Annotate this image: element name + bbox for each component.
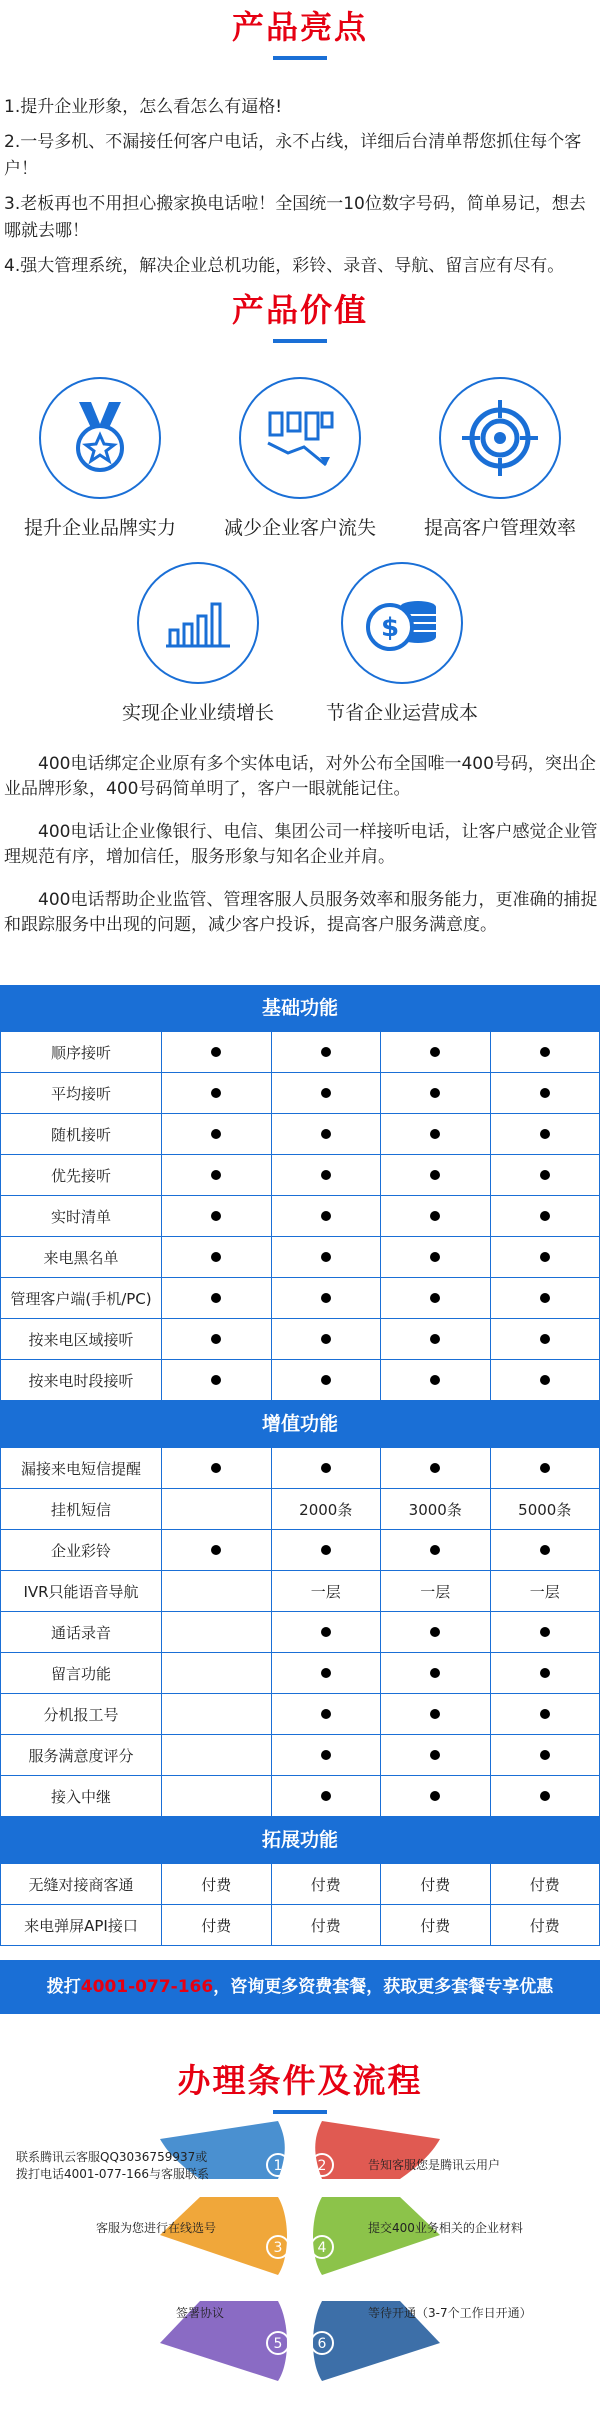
feature-cell: [381, 1155, 491, 1196]
included-dot-icon: [430, 1129, 440, 1139]
feature-cell: [490, 1653, 600, 1694]
included-dot-icon: [321, 1047, 331, 1057]
included-dot-icon: [540, 1627, 550, 1637]
feature-cell: [162, 1278, 272, 1319]
step-number: 5: [273, 2336, 283, 2352]
table-row: [1, 1448, 600, 1489]
feature-cell: 付费: [490, 1864, 600, 1905]
svg-text:$: $: [380, 613, 400, 643]
feature-cell: [381, 1612, 491, 1653]
included-dot-icon: [430, 1334, 440, 1344]
included-dot-icon: [430, 1709, 440, 1719]
step-text-line: 联系腾讯云客服QQ3036759937或: [16, 2150, 208, 2164]
table-row: [1, 1073, 600, 1114]
process-section: [0, 2055, 600, 2431]
included-dot-icon: [430, 1463, 440, 1473]
feature-cell: [381, 1776, 491, 1817]
step-4-text: 提交400业务相关的企业材料: [368, 2221, 523, 2235]
value-item: [98, 562, 298, 725]
table-row: [1, 1571, 600, 1612]
feature-name: IVR只能语音导航: [1, 1571, 162, 1612]
medal-icon: [39, 377, 161, 499]
decline-chart-icon: [239, 377, 361, 499]
feature-cell: 付费: [381, 1905, 491, 1946]
included-dot-icon: [430, 1545, 440, 1555]
feature-cell: [162, 1196, 272, 1237]
feature-cell: [381, 1530, 491, 1571]
feature-cell: [381, 1448, 491, 1489]
feature-name: 按来电区域接听: [1, 1319, 162, 1360]
feature-cell: [381, 1073, 491, 1114]
feature-cell: [162, 1694, 272, 1735]
included-dot-icon: [430, 1375, 440, 1385]
feature-cell: 付费: [490, 1905, 600, 1946]
included-dot-icon: [211, 1211, 221, 1221]
step-number: 2: [317, 2158, 327, 2174]
feature-name: 优先接听: [1, 1155, 162, 1196]
feature-cell: [162, 1032, 272, 1073]
feature-cell: [271, 1653, 381, 1694]
feature-cell: [162, 1489, 272, 1530]
included-dot-icon: [321, 1750, 331, 1760]
table-row: [1, 1114, 600, 1155]
feature-cell: [162, 1571, 272, 1612]
included-dot-icon: [321, 1252, 331, 1262]
highlight-item: 2.一号多机、不漏接任何客户电话，永不占线，详细后台清单帮您抓住每个客户！: [4, 132, 582, 179]
value-section: [0, 285, 600, 724]
feature-cell: [162, 1530, 272, 1571]
table-row: [1, 1278, 600, 1319]
included-dot-icon: [321, 1334, 331, 1344]
feature-name: 挂机短信: [1, 1489, 162, 1530]
included-dot-icon: [211, 1252, 221, 1262]
included-dot-icon: [430, 1750, 440, 1760]
feature-cell: [490, 1776, 600, 1817]
included-dot-icon: [321, 1170, 331, 1180]
included-dot-icon: [430, 1211, 440, 1221]
included-dot-icon: [211, 1293, 221, 1303]
included-dot-icon: [211, 1088, 221, 1098]
feature-cell: [490, 1694, 600, 1735]
feature-name: 来电弹屏API接口: [1, 1905, 162, 1946]
feature-name: 分机报工号: [1, 1694, 162, 1735]
table-row: [1, 1237, 600, 1278]
feature-cell: [271, 1196, 381, 1237]
table-row: [1, 1196, 600, 1237]
included-dot-icon: [321, 1463, 331, 1473]
included-dot-icon: [321, 1375, 331, 1385]
value-paragraph: 400电话帮助企业监管、管理客服人员服务效率和服务能力，更准确的捕捉和跟踪服务中出现的问题，减少客户投诉，提高客户服务满意度。: [4, 890, 598, 935]
table-row: [1, 1864, 600, 1905]
feature-cell: [271, 1448, 381, 1489]
included-dot-icon: [540, 1709, 550, 1719]
feature-cell: [271, 1278, 381, 1319]
included-dot-icon: [540, 1375, 550, 1385]
feature-cell: [381, 1319, 491, 1360]
feature-cell: [271, 1155, 381, 1196]
feature-name: 按来电时段接听: [1, 1360, 162, 1401]
table-row: [1, 1776, 600, 1817]
basic-features-table: [0, 1031, 600, 1401]
included-dot-icon: [430, 1047, 440, 1057]
feature-cell: [490, 1319, 600, 1360]
value-item: [200, 377, 400, 540]
feature-name: 随机接听: [1, 1114, 162, 1155]
value-item: [400, 377, 600, 540]
feature-cell: [162, 1319, 272, 1360]
title-underline: [273, 56, 327, 60]
feature-cell: [162, 1735, 272, 1776]
cta-banner: [0, 1960, 600, 2014]
title-underline: [273, 339, 327, 343]
feature-cell: [490, 1155, 600, 1196]
included-dot-icon: [540, 1668, 550, 1678]
feature-cell: [162, 1114, 272, 1155]
step-number: 3: [273, 2240, 283, 2256]
included-dot-icon: [430, 1252, 440, 1262]
value-item: [0, 377, 200, 540]
included-dot-icon: [321, 1545, 331, 1555]
value-label: 实现企业业绩增长: [121, 702, 274, 724]
feature-name: 无缝对接商客通: [1, 1864, 162, 1905]
feature-cell: [490, 1530, 600, 1571]
value-label: 提高客户管理效率: [423, 517, 576, 539]
feature-cell: [490, 1278, 600, 1319]
value-label: 提升企业品牌实力: [23, 517, 176, 539]
step-2-text: 告知客服您是腾讯云用户: [368, 2158, 501, 2172]
basic-features-header: 基础功能: [0, 985, 600, 1031]
feature-cell: [490, 1360, 600, 1401]
feature-cell: 付费: [162, 1905, 272, 1946]
feature-cell: [162, 1448, 272, 1489]
feature-cell: 5000条: [490, 1489, 600, 1530]
feature-cell: [271, 1612, 381, 1653]
feature-cell: [490, 1073, 600, 1114]
feature-cell: [381, 1278, 491, 1319]
features-section: [0, 985, 600, 1946]
included-dot-icon: [540, 1463, 550, 1473]
included-dot-icon: [211, 1463, 221, 1473]
feature-cell: 付费: [271, 1864, 381, 1905]
included-dot-icon: [211, 1170, 221, 1180]
included-dot-icon: [321, 1293, 331, 1303]
feature-cell: [381, 1237, 491, 1278]
feature-cell: 一层: [271, 1571, 381, 1612]
extended-features-table: [0, 1863, 600, 1946]
included-dot-icon: [321, 1088, 331, 1098]
included-dot-icon: [430, 1293, 440, 1303]
feature-cell: [381, 1653, 491, 1694]
value-title: 产品价值: [231, 291, 368, 329]
cta-suffix: ，咨询更多资费套餐，获取更多套餐专享优惠: [213, 1977, 554, 1997]
included-dot-icon: [321, 1709, 331, 1719]
highlight-item: 1.提升企业形象，怎么看怎么有逼格!: [4, 97, 283, 117]
feature-cell: [162, 1360, 272, 1401]
feature-cell: [271, 1694, 381, 1735]
feature-name: 企业彩铃: [1, 1530, 162, 1571]
feature-name: 实时清单: [1, 1196, 162, 1237]
table-row: [1, 1612, 600, 1653]
included-dot-icon: [540, 1545, 550, 1555]
feature-cell: 2000条: [271, 1489, 381, 1530]
feature-cell: [271, 1360, 381, 1401]
feature-cell: [271, 1073, 381, 1114]
cta-prefix: 拨打: [46, 1977, 81, 1997]
feature-name: 来电黑名单: [1, 1237, 162, 1278]
feature-cell: [381, 1735, 491, 1776]
table-row: [1, 1735, 600, 1776]
included-dot-icon: [540, 1047, 550, 1057]
step-number: 1: [273, 2158, 283, 2174]
highlights-title: 产品亮点: [231, 8, 368, 46]
included-dot-icon: [430, 1791, 440, 1801]
feature-cell: [381, 1114, 491, 1155]
highlight-item: 3.老板再也不用担心搬家换电话啦！全国统一10位数字号码，简单易记，想去哪就去哪！: [4, 194, 586, 241]
value-label: 节省企业运营成本: [325, 702, 478, 724]
step-6-text: 等待开通（3-7个工作日开通）: [368, 2306, 532, 2320]
feature-cell: [271, 1735, 381, 1776]
table-row: [1, 1032, 600, 1073]
step-3-text: 客服为您进行在线选号: [96, 2221, 217, 2235]
table-row: [1, 1155, 600, 1196]
feature-cell: [490, 1196, 600, 1237]
feature-cell: [271, 1032, 381, 1073]
feature-cell: 付费: [162, 1864, 272, 1905]
feature-cell: 一层: [381, 1571, 491, 1612]
table-row: [1, 1360, 600, 1401]
feature-name: 服务满意度评分: [1, 1735, 162, 1776]
feature-cell: [162, 1155, 272, 1196]
value-added-features-header: 增值功能: [0, 1401, 600, 1447]
feature-cell: [162, 1073, 272, 1114]
included-dot-icon: [540, 1129, 550, 1139]
feature-cell: [490, 1735, 600, 1776]
feature-cell: [271, 1319, 381, 1360]
table-row: [1, 1530, 600, 1571]
feature-name: 接入中继: [1, 1776, 162, 1817]
feature-name: 留言功能: [1, 1653, 162, 1694]
step-number: 4: [317, 2240, 327, 2256]
feature-cell: [271, 1237, 381, 1278]
feature-cell: 3000条: [381, 1489, 491, 1530]
included-dot-icon: [211, 1545, 221, 1555]
table-row: [1, 1905, 600, 1946]
included-dot-icon: [540, 1750, 550, 1760]
step-text-line: 拨打电话4001-077-166与客服联系: [16, 2167, 210, 2181]
feature-cell: [381, 1360, 491, 1401]
included-dot-icon: [211, 1129, 221, 1139]
feature-cell: 付费: [381, 1864, 491, 1905]
feature-name: 顺序接听: [1, 1032, 162, 1073]
process-title: 办理条件及流程: [177, 2061, 423, 2100]
title-underline: [273, 2110, 327, 2114]
included-dot-icon: [321, 1627, 331, 1637]
feature-cell: [381, 1694, 491, 1735]
included-dot-icon: [540, 1088, 550, 1098]
table-row: [1, 1653, 600, 1694]
table-row: [1, 1489, 600, 1530]
included-dot-icon: [540, 1211, 550, 1221]
included-dot-icon: [540, 1170, 550, 1180]
included-dot-icon: [540, 1252, 550, 1262]
feature-cell: [490, 1237, 600, 1278]
cta-phone-link[interactable]: 4001-077-166: [80, 1977, 214, 1997]
included-dot-icon: [430, 1668, 440, 1678]
feature-cell: [162, 1653, 272, 1694]
included-dot-icon: [540, 1293, 550, 1303]
included-dot-icon: [321, 1129, 331, 1139]
value-added-features-table: [0, 1447, 600, 1817]
feature-cell: [271, 1114, 381, 1155]
included-dot-icon: [211, 1047, 221, 1057]
feature-name: 管理客户端(手机/PC): [1, 1278, 162, 1319]
included-dot-icon: [540, 1334, 550, 1344]
highlights-section: [0, 0, 600, 288]
feature-cell: [490, 1612, 600, 1653]
feature-cell: [162, 1237, 272, 1278]
feature-cell: [162, 1612, 272, 1653]
target-icon: [439, 377, 561, 499]
feature-cell: 一层: [490, 1571, 600, 1612]
table-row: [1, 1694, 600, 1735]
feature-cell: [490, 1114, 600, 1155]
included-dot-icon: [211, 1375, 221, 1385]
feature-cell: 付费: [271, 1905, 381, 1946]
included-dot-icon: [430, 1170, 440, 1180]
feature-name: 漏接来电短信提醒: [1, 1448, 162, 1489]
coins-icon: [341, 562, 463, 684]
table-row: [1, 1319, 600, 1360]
included-dot-icon: [430, 1627, 440, 1637]
feature-cell: [381, 1196, 491, 1237]
step-1-text: [16, 2149, 236, 2183]
included-dot-icon: [321, 1791, 331, 1801]
feature-cell: [162, 1776, 272, 1817]
growth-bars-icon: [137, 562, 259, 684]
included-dot-icon: [430, 1088, 440, 1098]
value-paragraph: 400电话让企业像银行、电信、集团公司一样接听电话，让客户感觉企业管理规范有序，增加信任，服务形象与知名企业并肩。: [4, 822, 598, 867]
included-dot-icon: [211, 1334, 221, 1344]
extended-features-header: 拓展功能: [0, 1817, 600, 1863]
included-dot-icon: [540, 1791, 550, 1801]
value-item: [302, 562, 502, 725]
highlight-item: 4.强大管理系统，解决企业总机功能，彩铃、录音、导航、留言应有尽有。: [4, 256, 565, 276]
value-paragraph: 400电话绑定企业原有多个实体电话，对外公布全国唯一400号码，突出企业品牌形象，400号码简单明了，客户一眼就能记住。: [4, 754, 596, 799]
feature-cell: [271, 1530, 381, 1571]
highlights-list: [0, 94, 600, 280]
feature-cell: [271, 1776, 381, 1817]
feature-cell: [490, 1448, 600, 1489]
value-label: 减少企业客户流失: [223, 517, 376, 539]
feature-cell: [490, 1032, 600, 1073]
included-dot-icon: [321, 1668, 331, 1678]
step-5-text: 签署协议: [176, 2306, 225, 2320]
feature-cell: [381, 1032, 491, 1073]
feature-name: 平均接听: [1, 1073, 162, 1114]
feature-name: 通话录音: [1, 1612, 162, 1653]
included-dot-icon: [321, 1211, 331, 1221]
step-number: 6: [317, 2336, 327, 2352]
